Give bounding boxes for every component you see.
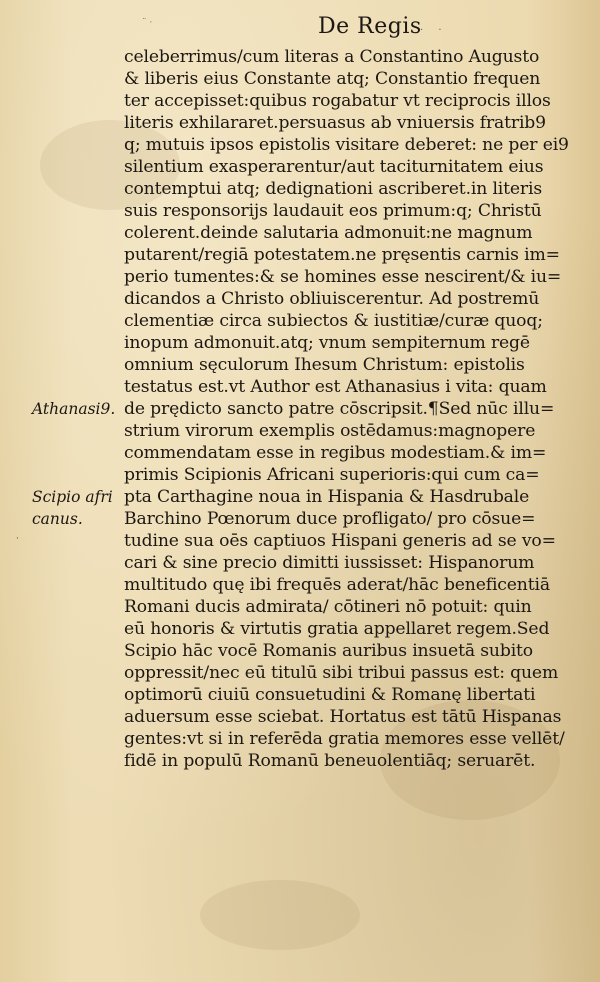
text-line: & liberis eius Constante atq; Constantio frequen [124,69,541,89]
text-line: inopum admonuit.atq; vnum sempiternum regē [124,333,530,353]
paper-stain [200,880,360,950]
text-line: perio tumentes:& se homines esse nescirent/& iu= [124,267,562,287]
text-line: Barchino Pœnorum duce profligato/ pro cōsue= [124,509,536,529]
text-line: silentium exasperarentur/aut taciturnitatem eius [124,157,544,177]
text-line: aduersum esse sciebat. Hortatus est tātū Hispanas [124,707,562,727]
text-line: pta Carthagine noua in Hispania & Hasdrubale [124,487,530,507]
margin-dot: · [16,534,19,544]
text-line: omnium sęculorum Ihesum Christum: epistolis [124,355,525,375]
running-head: De Regis [318,14,422,39]
header-marks: . . [420,22,448,33]
margin-note-scipio: Scipio afri [32,488,113,506]
text-line: de prędicto sancto patre cōscripsit.¶Sed nūc illu= [124,399,555,419]
text-line: cari & sine precio dimitti iussisset: Hispanorum [124,553,535,573]
text-line: testatus est.vt Author est Athanasius i vita: quam [124,377,547,397]
text-line: celeberrimus/cum literas a Constantino Augusto [124,47,540,67]
text-line: ter accepisset:quibus rogabatur vt reciprocis illos [124,91,551,111]
text-line: gentes:vt si in referēda gratia memores esse vellēt/ [124,729,565,749]
text-line: multitudo quę ibi frequēs aderat/hāc beneficentiā [124,575,550,595]
text-line: literis exhilararet.persuasus ab vniuersis fratrib9 [124,113,546,133]
text-line: fidē in populū Romanū beneuolentiāq; seruarēt. [124,751,536,771]
margin-note-scipio-continued: canus. [32,510,83,528]
corner-marks: ¨ · [142,18,153,28]
text-line: optimorū ciuiū consuetudini & Romanę libertati [124,685,536,705]
text-line: Scipio hāc vocē Romanis auribus insuetā subito [124,641,533,661]
text-line: primis Scipionis Africani superioris:qui cum ca= [124,465,540,485]
text-line: colerent.deinde salutaria admonuit:ne magnum [124,223,533,243]
text-line: suis responsorijs laudauit eos primum:q; Christū [124,201,542,221]
text-line: tudine sua oēs captiuos Hispani generis ad se vo= [124,531,556,551]
text-line: eū honoris & virtutis gratia appellaret regem.Sed [124,619,550,639]
text-line: q; mutuis ipsos epistolis visitare deberet: ne per ei9 [124,135,569,155]
text-line: clementiæ circa subiectos & iustitiæ/curæ quoq; [124,311,543,331]
text-line: contemptui atq; dedignationi ascriberet.in literis [124,179,543,199]
text-line: Romani ducis admirata/ cōtineri nō potuit: quin [124,597,532,617]
text-line: dicandos a Christo obliuiscerentur. Ad postremū [124,289,540,309]
text-line: strium virorum exemplis ostēdamus:magnopere [124,421,536,441]
margin-note-athanasius: Athanasi9. [32,400,116,418]
text-line: oppressit/nec eū titulū sibi tribui passus est: quem [124,663,559,683]
text-line: putarent/regiā potestatem.ne pręsentis carnis im= [124,245,560,265]
text-line: commendatam esse in regibus modestiam.& im= [124,443,547,463]
